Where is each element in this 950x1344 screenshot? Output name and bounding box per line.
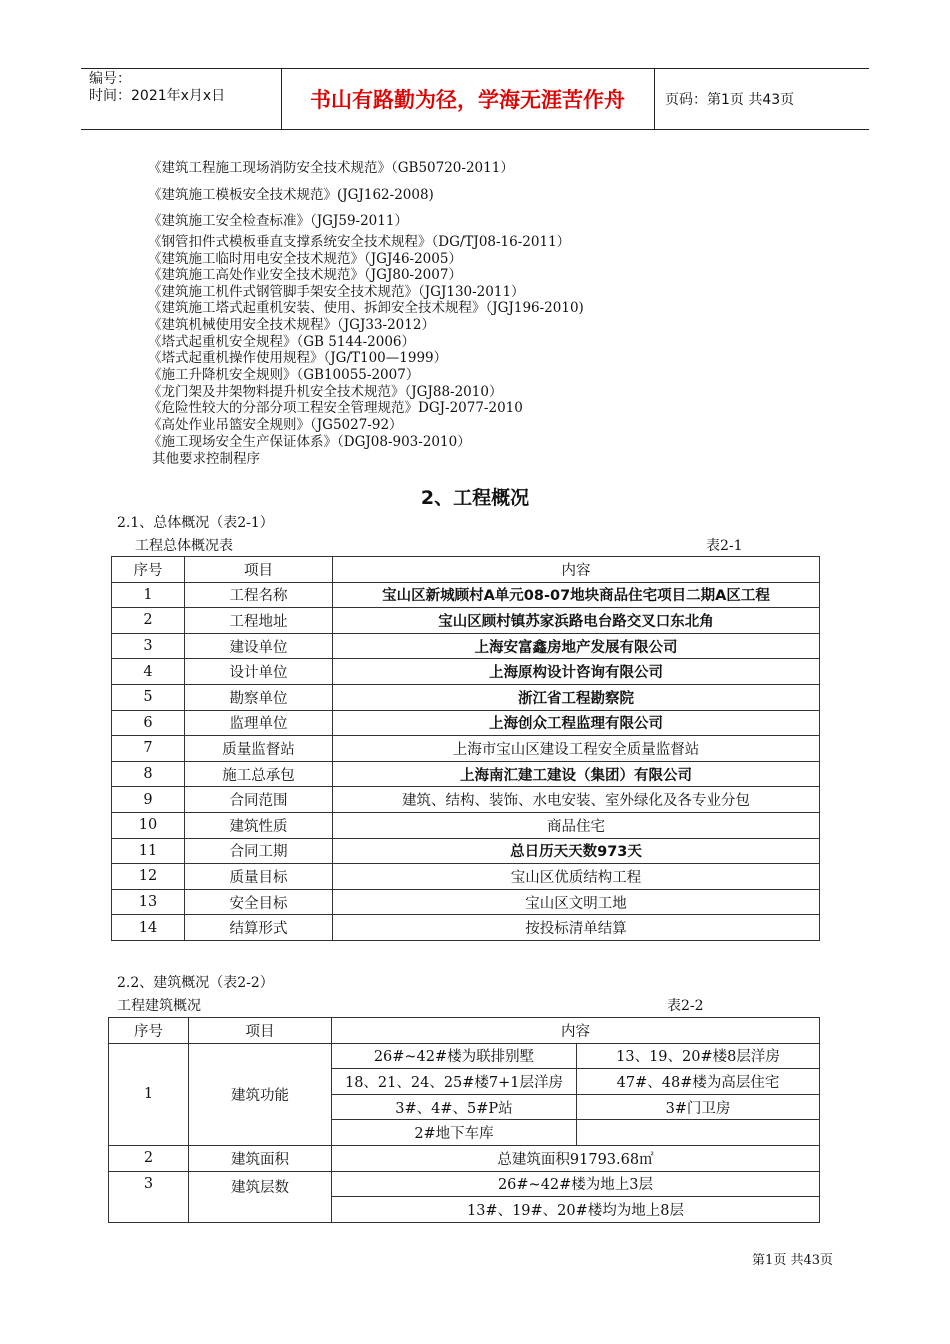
reference-item: 《钢管扣件式模板垂直支撑系统安全技术规程》（DG/TJ08-16-2011） (148, 234, 571, 250)
table-row (112, 761, 820, 787)
subsection-heading: 2.1、总体概况（表2-1） (117, 515, 274, 531)
reference-item: 《塔式起重机安全规程》（GB 5144-2006） (148, 334, 416, 350)
function-cell: 47#、48#楼为高层住宅 (577, 1069, 820, 1095)
reference-item: 《危险性较大的分部分项工程安全管理规范》DGJ-2077-2010 (148, 400, 523, 416)
row-item: 工程名称 (185, 582, 333, 608)
row-number: 3 (109, 1171, 189, 1222)
subsection-heading: 2.2、建筑概况（表2-2） (117, 975, 274, 991)
row-number: 12 (112, 864, 185, 890)
table-row (112, 736, 820, 762)
table-caption: 工程建筑概况 (117, 998, 201, 1014)
reference-item: 《高处作业吊篮安全规则》（JG5027-92） (148, 417, 403, 433)
row-content: 总建筑面积91793.68㎡ (332, 1145, 820, 1171)
row-content: 上海安富鑫房地产发展有限公司 (333, 633, 820, 659)
reference-item: 《建筑施工塔式起重机安装、使用、拆卸安全技术规程》（JGJ196-2010) (148, 300, 584, 316)
row-content: 浙江省工程勘察院 (333, 684, 820, 710)
row-item: 建设单位 (185, 633, 333, 659)
row-number: 2 (109, 1145, 189, 1171)
overview-table (111, 556, 820, 941)
time-label: 时间：2021年x月x日 (89, 88, 226, 104)
row-content: 按投标清单结算 (333, 915, 820, 941)
function-cell: 26#~42#楼为联排别墅 (332, 1043, 577, 1069)
row-item: 安全目标 (185, 889, 333, 915)
reference-item: 《建筑施工模板安全技术规范》(JGJ162-2008) (148, 187, 434, 203)
table-row (112, 889, 820, 915)
table-row (112, 659, 820, 685)
row-item: 质量目标 (185, 864, 333, 890)
row-item: 合同范围 (185, 787, 333, 813)
reference-item: 《施工现场安全生产保证体系》（DGJ08-903-2010） (148, 434, 471, 450)
reference-item: 《建筑施工高处作业安全技术规范》（JGJ80-2007） (148, 267, 462, 283)
row-content: 宝山区新城顾村A单元08-07地块商品住宅项目二期A区工程 (333, 582, 820, 608)
function-cell: 3#、4#、5#P站 (332, 1094, 577, 1120)
reference-item: 《建筑施工安全检查标准》（JGJ59-2011） (148, 213, 408, 229)
table-row (112, 838, 820, 864)
row-item: 施工总承包 (185, 761, 333, 787)
table-row (109, 1145, 820, 1171)
row-number: 6 (112, 710, 185, 736)
column-header: 内容 (333, 557, 820, 583)
reference-item: 《建筑机械使用安全技术规程》（JGJ33-2012） (148, 317, 435, 333)
row-item: 建筑层数 (189, 1171, 332, 1222)
row-number: 10 (112, 812, 185, 838)
row-content: 上海南汇建工建设（集团）有限公司 (333, 761, 820, 787)
column-header: 项目 (185, 557, 333, 583)
table-row (112, 915, 820, 941)
row-item: 建筑面积 (189, 1145, 332, 1171)
page-footer: 第1页 共43页 (752, 1253, 833, 1268)
row-number: 5 (112, 684, 185, 710)
table-row (112, 710, 820, 736)
row-number: 7 (112, 736, 185, 762)
table-row (112, 864, 820, 890)
reference-item: 《塔式起重机操作使用规程》（JG/T100—1999） (148, 350, 448, 366)
building-table (108, 1017, 820, 1223)
row-number: 2 (112, 608, 185, 634)
table-number: 表2-2 (667, 998, 704, 1014)
row-number: 1 (112, 582, 185, 608)
function-cell: 2#地下车库 (332, 1120, 577, 1146)
row-item: 勘察单位 (185, 684, 333, 710)
page-header (81, 68, 869, 130)
table-row (112, 787, 820, 813)
section-title: 2、工程概况 (420, 487, 530, 509)
table-row (112, 684, 820, 710)
row-item: 结算形式 (185, 915, 333, 941)
row-content: 总日历天天数973天 (333, 838, 820, 864)
reference-item: 《建筑施工机件式钢管脚手架安全技术规范》（JGJ130-2011） (148, 284, 525, 300)
row-item: 工程地址 (185, 608, 333, 634)
row-content: 上海市宝山区建设工程安全质量监督站 (333, 736, 820, 762)
reference-item: 《龙门架及井架物料提升机安全技术规范》（JGJ88-2010） (148, 384, 503, 400)
table-row (112, 812, 820, 838)
row-number: 11 (112, 838, 185, 864)
function-cell: 13、19、20#楼8层洋房 (577, 1043, 820, 1069)
row-number: 4 (112, 659, 185, 685)
function-cell: 3#门卫房 (577, 1094, 820, 1120)
table-row (112, 633, 820, 659)
column-header: 项目 (189, 1018, 332, 1044)
row-item: 监理单位 (185, 710, 333, 736)
reference-item: 《建筑施工临时用电安全技术规范》（JGJ46-2005） (148, 251, 462, 267)
row-number: 1 (109, 1043, 189, 1145)
empty-cell (577, 1120, 820, 1146)
table-row (112, 608, 820, 634)
table-caption: 工程总体概况表 (135, 538, 233, 554)
row-number: 3 (112, 633, 185, 659)
header-page-info: 页码：第1页 共43页 (665, 92, 795, 108)
column-header: 内容 (332, 1018, 820, 1044)
row-content: 宝山区文明工地 (333, 889, 820, 915)
reference-item: 《建筑工程施工现场消防安全技术规范》（GB50720-2011） (148, 160, 514, 176)
row-number: 13 (112, 889, 185, 915)
row-number: 9 (112, 787, 185, 813)
row-content: 建筑、结构、装饰、水电安装、室外绿化及各专业分包 (333, 787, 820, 813)
table-row (109, 1043, 820, 1069)
row-content: 商品住宅 (333, 812, 820, 838)
row-number: 8 (112, 761, 185, 787)
table-number: 表2-1 (706, 538, 743, 554)
reference-item: 《施工升降机安全规则》（GB10055-2007） (148, 367, 420, 383)
reference-item: 其他要求控制程序 (152, 451, 260, 467)
row-content: 26#~42#楼为地上3层 (332, 1171, 820, 1197)
table-header-row (112, 557, 820, 583)
number-label: 编号： (89, 71, 131, 87)
row-item: 建筑功能 (189, 1043, 332, 1145)
row-item: 质量监督站 (185, 736, 333, 762)
table-row (112, 582, 820, 608)
header-motto: 书山有路勤为径，学海无涯苦作舟 (281, 69, 655, 129)
row-content: 13#、19#、20#楼均为地上8层 (332, 1197, 820, 1223)
row-item: 建筑性质 (185, 812, 333, 838)
column-header: 序号 (112, 557, 185, 583)
row-content: 上海原构设计咨询有限公司 (333, 659, 820, 685)
header-meta (81, 69, 282, 129)
row-content: 宝山区顾村镇苏家浜路电台路交叉口东北角 (333, 608, 820, 634)
table-header-row (109, 1018, 820, 1044)
row-content: 宝山区优质结构工程 (333, 864, 820, 890)
row-number: 14 (112, 915, 185, 941)
row-item: 设计单位 (185, 659, 333, 685)
table-row (109, 1171, 820, 1197)
function-cell: 18、21、24、25#楼7+1层洋房 (332, 1069, 577, 1095)
row-content: 上海创众工程监理有限公司 (333, 710, 820, 736)
column-header: 序号 (109, 1018, 189, 1044)
row-item: 合同工期 (185, 838, 333, 864)
